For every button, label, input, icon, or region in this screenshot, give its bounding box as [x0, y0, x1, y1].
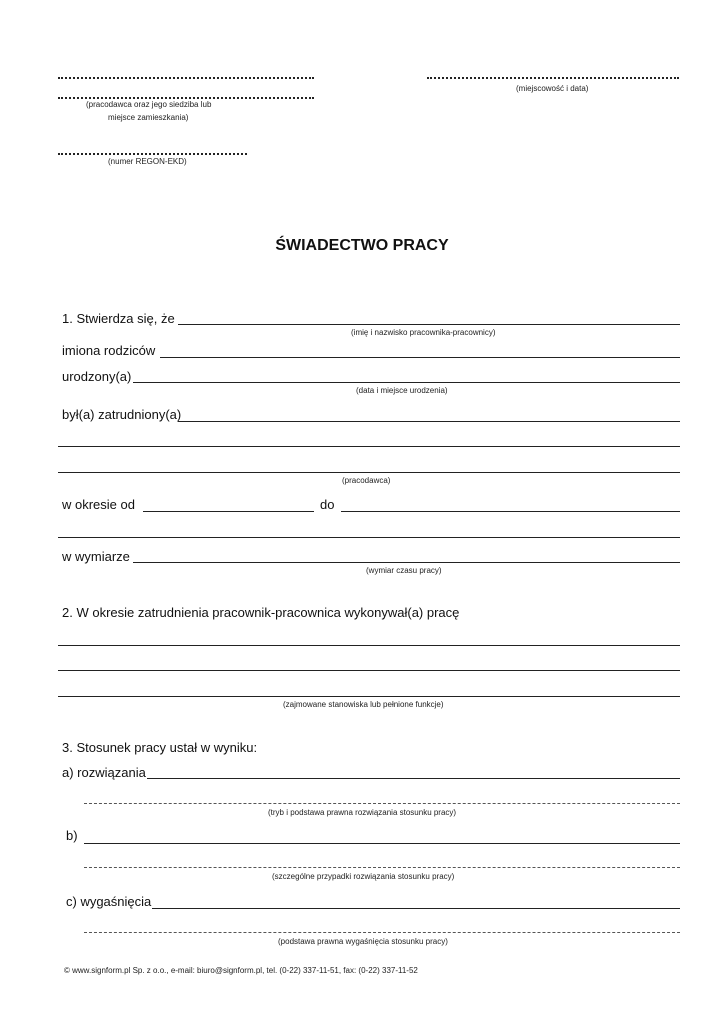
period-from-field[interactable]: [143, 511, 314, 512]
positions-field-3[interactable]: [58, 696, 680, 697]
footer-copyright: © www.signform.pl Sp. z o.o., e-mail: biuro@signform.pl, tel. (0-22) 337-11-51, fax: (0-22) 337-11-52: [64, 966, 418, 975]
section2-label: 2. W okresie zatrudnienia pracownik-pracownica wykonywał(a) pracę: [62, 605, 460, 620]
expiry-basis-field[interactable]: [84, 932, 680, 933]
period-extra-field[interactable]: [58, 537, 680, 538]
scope-label: w wymiarze: [62, 549, 130, 564]
termination-caption: (tryb i podstawa prawna rozwiązania stosunku pracy): [268, 808, 457, 817]
special-cases-field[interactable]: [84, 843, 680, 844]
employed-label: był(a) zatrudniony(a): [62, 407, 182, 422]
employer-dotted-line-1[interactable]: [58, 77, 314, 79]
employer-field-3[interactable]: [58, 472, 680, 473]
parents-field[interactable]: [160, 357, 680, 358]
place-date-dotted-line[interactable]: [427, 77, 679, 79]
termination-label: a) rozwiązania: [62, 765, 146, 780]
period-to-field[interactable]: [341, 511, 680, 512]
employer-caption-line2: miejsce zamieszkania): [108, 113, 189, 122]
document-title: ŚWIADECTWO PRACY: [275, 237, 449, 254]
special-cases-extra-field[interactable]: [84, 867, 680, 868]
positions-field-1[interactable]: [58, 645, 680, 646]
termination-field[interactable]: [147, 778, 680, 779]
employer-field-1[interactable]: [178, 421, 680, 422]
expiry-caption: (podstawa prawna wygaśnięcia stosunku pracy): [278, 937, 448, 946]
employee-name-field[interactable]: [178, 324, 680, 325]
termination-basis-field[interactable]: [84, 803, 680, 804]
employer-dotted-line-2[interactable]: [58, 97, 314, 99]
parents-label: imiona rodziców: [62, 343, 156, 358]
special-cases-caption: (szczególne przypadki rozwiązania stosunku pracy): [272, 872, 455, 881]
scope-caption: (wymiar czasu pracy): [366, 566, 442, 575]
employer-field-2[interactable]: [58, 446, 680, 447]
birth-caption: (data i miejsce urodzenia): [356, 386, 448, 395]
expiry-field[interactable]: [152, 908, 680, 909]
section3-label: 3. Stosunek pracy ustał w wyniku:: [62, 740, 258, 755]
employer-caption: (pracodawca): [342, 476, 391, 485]
scope-field[interactable]: [133, 562, 680, 563]
born-label: urodzony(a): [62, 369, 132, 384]
regon-caption: (numer REGON-EKD): [108, 157, 187, 166]
period-to-label: do: [320, 497, 335, 512]
special-cases-label: b): [66, 828, 78, 843]
period-from-label: w okresie od: [62, 497, 135, 512]
certify-label: 1. Stwierdza się, że: [62, 311, 175, 326]
birth-field[interactable]: [133, 382, 680, 383]
place-date-caption: (miejscowość i data): [516, 84, 589, 93]
employee-name-caption: (imię i nazwisko pracownika-pracownicy): [351, 328, 496, 337]
positions-caption: (zajmowane stanowiska lub pełnione funkcje): [283, 700, 444, 709]
expiry-label: c) wygaśnięcia: [66, 894, 152, 909]
regon-dotted-line[interactable]: [58, 153, 247, 155]
positions-field-2[interactable]: [58, 670, 680, 671]
employer-caption-line1: (pracodawca oraz jego siedziba lub: [86, 100, 212, 109]
